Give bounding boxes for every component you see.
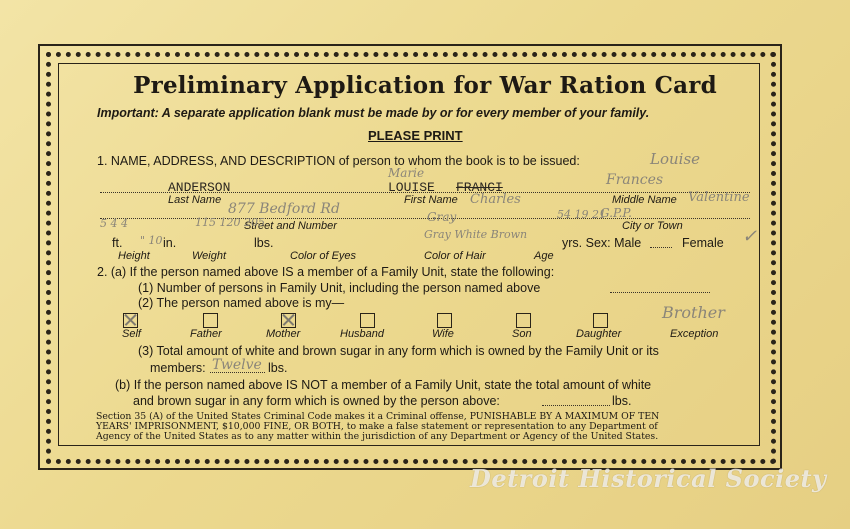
middle-name-value: Valentine: [688, 190, 750, 205]
relation-daughter: Daughter: [576, 328, 622, 340]
relation-mother: Mother: [266, 328, 301, 340]
father-checkbox[interactable]: [203, 313, 218, 328]
question-2a-1: (1) Number of persons in Family Unit, including the person named above: [138, 281, 541, 295]
sugar-lbs-label: lbs.: [268, 361, 288, 375]
last-name-label: Last Name: [168, 194, 222, 206]
lbs-label: lbs.: [254, 236, 274, 250]
important-note: Important: A separate application blank must be made by or for every member of your family.: [97, 106, 650, 120]
relation-father: Father: [190, 328, 222, 340]
weight-values: 115 120 205: [195, 216, 265, 229]
exception-value: Brother: [662, 303, 725, 322]
question-2a-3: (3) Total amount of white and brown sugar in any form which is owned by the Family Unit or its: [138, 344, 659, 358]
height-label: Height: [118, 250, 150, 262]
middle-name-mid: Frances: [606, 172, 664, 188]
city-value: G.P.P.: [600, 206, 632, 220]
question-2b-line2: and brown sugar in any form which is owned by the person above:: [133, 394, 500, 408]
last-name-value: ANDERSON: [168, 180, 231, 195]
eyes-label: Color of Eyes: [290, 250, 357, 262]
mother-checkbox[interactable]: [281, 313, 296, 328]
eyes-value: Gray: [427, 210, 457, 224]
male-line: [650, 247, 672, 248]
husband-checkbox[interactable]: [360, 313, 375, 328]
legal-line-2: YEARS' IMPRISONMENT, $10,000 FINE, OR BOTH, to make a false statement or representation to any Department of: [96, 421, 658, 432]
sugar-line: [210, 372, 265, 373]
female-label: Female: [682, 236, 724, 250]
legal-line-3: Agency of the United States as to any matter within the jurisdiction of any Department or Agency of the United States.: [96, 431, 659, 442]
relation-husband: Husband: [340, 328, 385, 340]
street-value: 877 Bedford Rd: [228, 201, 340, 217]
question-2b: (b) If the person named above IS NOT a member of a Family Unit, state the total amount of white: [115, 378, 652, 392]
first-name-alt-1: Marie: [388, 166, 425, 180]
watermark: Detroit Historical Society: [470, 464, 827, 493]
legal-line-1: Section 35 (A) of the United States Criminal Code makes it a Criminal offense, PUNISHABLE BY A MAXIMUM OF TEN: [96, 411, 660, 422]
middle-name-label: Middle Name: [612, 194, 677, 206]
first-name-alt-2: Charles: [470, 192, 521, 207]
city-label: City or Town: [622, 220, 683, 232]
first-name-struck: FRANCI: [456, 180, 503, 195]
question-2a-2: (2) The person named above is my—: [138, 296, 345, 310]
age-values: 54 19 21: [557, 208, 606, 221]
first-name-value: LOUISE: [388, 180, 435, 195]
ft-label: ft.: [112, 236, 123, 250]
hair-label: Color of Hair: [424, 250, 486, 262]
son-checkbox[interactable]: [516, 313, 531, 328]
self-checkbox[interactable]: [123, 313, 138, 328]
sugar-value: Twelve: [212, 357, 262, 373]
sugar-b-lbs: lbs.: [612, 394, 632, 408]
first-name-label: First Name: [404, 194, 458, 206]
daughter-checkbox[interactable]: [593, 313, 608, 328]
sex-label: yrs. Sex: Male: [562, 236, 642, 250]
sugar-members-label: members:: [150, 361, 206, 375]
question-2a: 2. (a) If the person named above IS a member of a Family Unit, state the following:: [97, 265, 555, 279]
street-label: Street and Number: [244, 220, 337, 232]
height-ft-values: 5 4 4: [100, 217, 128, 230]
relation-son: Son: [512, 328, 532, 340]
question-1: 1. NAME, ADDRESS, AND DESCRIPTION of person to whom the book is to be issued:: [97, 154, 580, 168]
wife-checkbox[interactable]: [437, 313, 452, 328]
sugar-b-line: [542, 405, 610, 406]
female-check: ✓: [742, 226, 758, 247]
middle-name-top: Louise: [650, 150, 701, 168]
relation-self: Self: [122, 328, 141, 340]
relation-exception: Exception: [670, 328, 719, 340]
height-in-values: " 10: [140, 234, 163, 247]
age-label: Age: [534, 250, 554, 262]
hair-values: Gray White Brown: [424, 228, 528, 241]
family-count-line: [610, 292, 710, 293]
weight-label: Weight: [192, 250, 227, 262]
form-title: Preliminary Application for War Ration Card: [133, 72, 717, 99]
relation-wife: Wife: [432, 328, 454, 340]
please-print: PLEASE PRINT: [368, 128, 463, 143]
in-label: in.: [163, 236, 177, 250]
